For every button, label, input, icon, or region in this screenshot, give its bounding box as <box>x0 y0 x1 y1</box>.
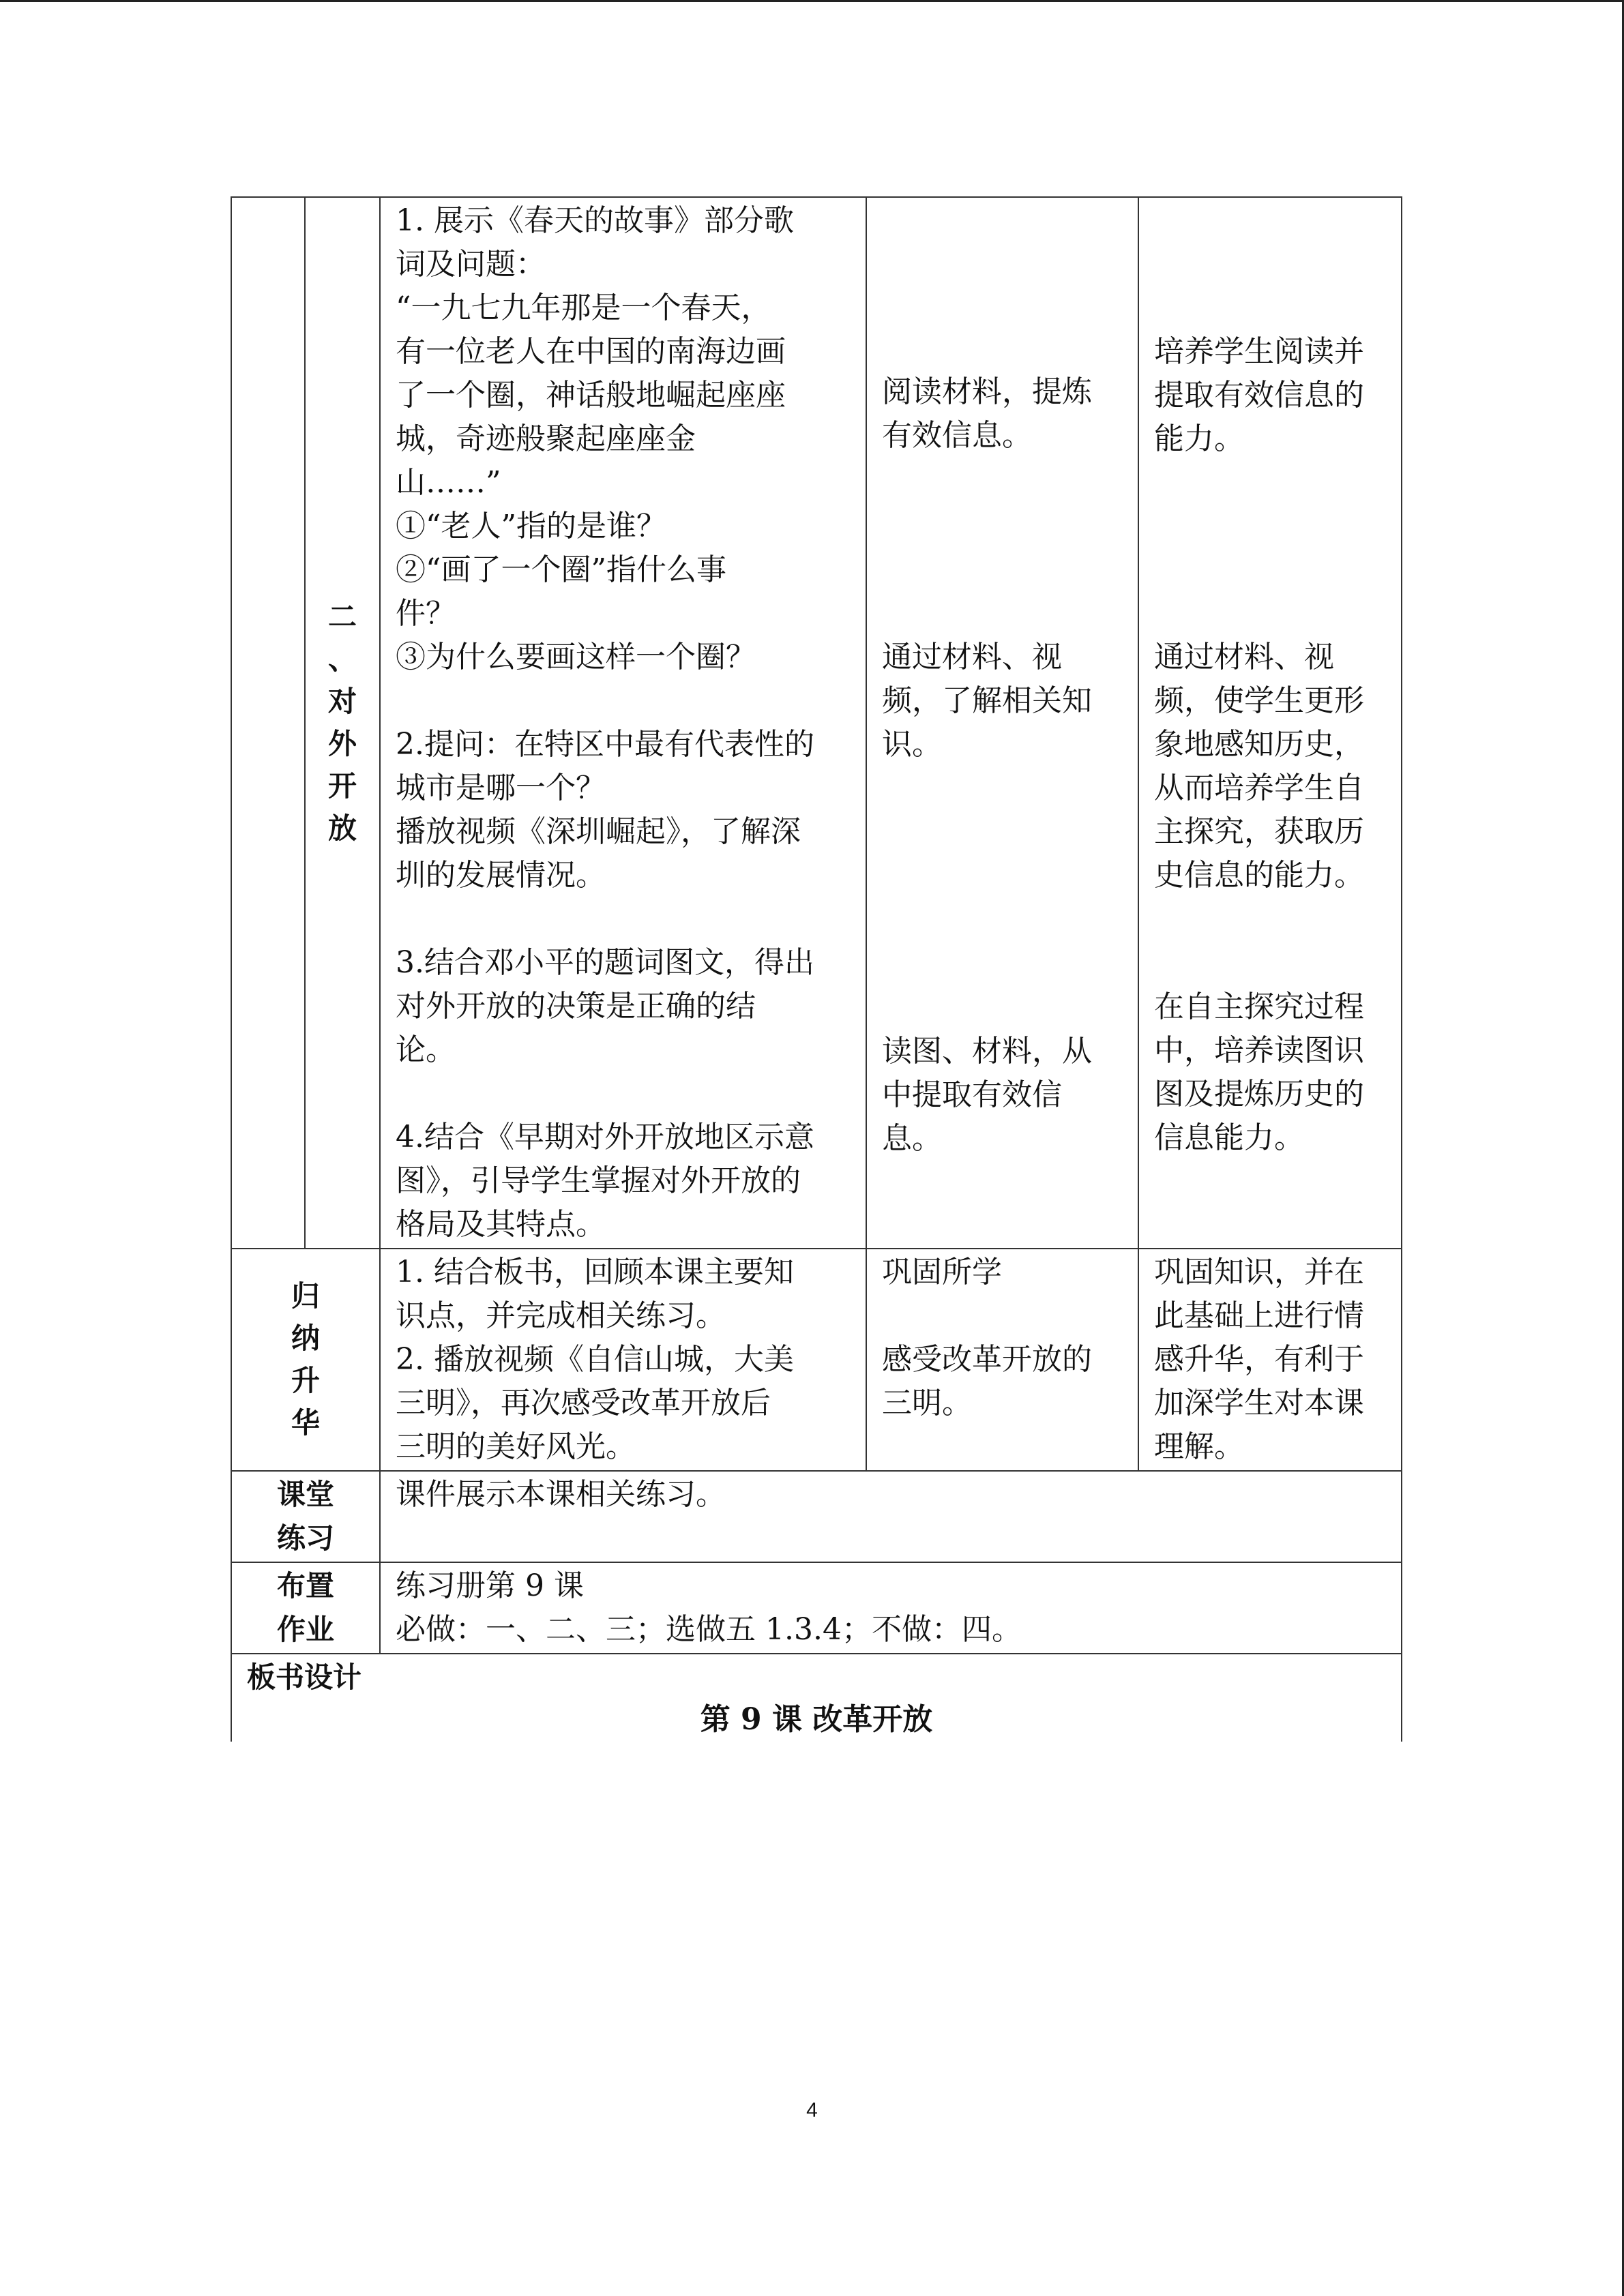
intent-block-3 <box>1154 985 1394 1160</box>
design-intent-line: 频，使学生更形 <box>1154 683 1364 718</box>
design-intent-line: 从而培养学生自 <box>1154 771 1364 805</box>
practice-label-cell <box>231 1471 380 1562</box>
practice-label-line-2: 练习 <box>276 1521 334 1555</box>
summary-intent-line: 巩固知识，并在 <box>1154 1255 1364 1289</box>
teacher-activity-line: ③为什么要画这样一个圈？ <box>396 640 756 674</box>
design-intent-line: 史信息的能力。 <box>1154 858 1364 893</box>
summary-teacher-lines <box>396 1251 851 1469</box>
summary-intent-line: 感升华，有利于 <box>1154 1342 1364 1377</box>
summary-intent-line: 此基础上进行情 <box>1154 1298 1364 1333</box>
summary-section-row <box>231 1249 1402 1471</box>
teacher-activity-line: 图》，引导学生掌握对外开放的 <box>396 1163 801 1198</box>
teacher-activity-line: 格局及其特点。 <box>396 1207 606 1242</box>
stage-label <box>306 596 379 850</box>
stage-label-char: 二 <box>327 600 357 633</box>
summary-student-line <box>882 1294 1123 1338</box>
lesson-plan-table <box>231 196 1402 1742</box>
summary-intent-lines <box>1154 1251 1386 1469</box>
teacher-activity-line: 播放视频《深圳崛起》，了解深 <box>396 814 801 849</box>
summary-teacher-line: 2. 播放视频《自信山城，大美 <box>396 1342 794 1377</box>
teacher-activity-line: 山……” <box>396 465 501 500</box>
teacher-activity-line <box>396 679 851 723</box>
summary-student-cell <box>866 1249 1138 1471</box>
stage-label-char: 、 <box>327 642 357 676</box>
stage-label-char: 外 <box>327 727 357 760</box>
teacher-activity-line: 2.提问：在特区中最有代表性的 <box>396 727 814 762</box>
summary-student-line: 三明。 <box>882 1386 972 1420</box>
practice-content-cell <box>380 1471 1402 1562</box>
homework-label-cell <box>231 1562 380 1654</box>
homework-row <box>231 1562 1402 1654</box>
design-intent-line: 提取有效信息的 <box>1154 378 1364 413</box>
homework-label-line-2: 作业 <box>276 1613 334 1646</box>
opening-section-row <box>231 197 1402 1249</box>
teacher-activity-line: 论。 <box>396 1032 456 1067</box>
summary-label-char: 纳 <box>291 1322 320 1355</box>
board-design-cell <box>231 1654 1402 1742</box>
design-intent-line: 信息能力。 <box>1154 1120 1304 1155</box>
lesson-plan-table-wrapper <box>231 196 1401 1742</box>
student-block-2 <box>882 636 1131 766</box>
opening-empty-cell <box>231 197 305 1249</box>
homework-line-2: 必做：一、二、三；选做五 1.3.4；不做：四。 <box>396 1612 1022 1647</box>
teacher-activity-line: ①“老人”指的是谁？ <box>396 509 666 543</box>
student-activity-line: 识。 <box>882 727 942 762</box>
board-design-title: 第 9 课 改革开放 <box>700 1702 933 1737</box>
teacher-activity-line: 了一个圈，神话般地崛起座座 <box>396 378 786 413</box>
summary-student-lines <box>882 1251 1123 1425</box>
design-intent-line: 中，培养读图识 <box>1154 1033 1364 1068</box>
practice-row <box>231 1471 1402 1562</box>
teacher-activity-line: 4.结合《早期对外开放地区示意 <box>396 1120 814 1154</box>
teacher-activity-line <box>396 897 851 941</box>
student-activity-line: 息。 <box>882 1121 942 1156</box>
summary-label-char: 归 <box>291 1279 320 1313</box>
homework-label-line-1: 布置 <box>276 1569 334 1602</box>
board-design-row <box>231 1654 1402 1742</box>
teacher-activity-line: ②“画了一个圈”指什么事 <box>396 552 726 587</box>
stage-label-cell <box>305 197 380 1249</box>
summary-intent-line: 理解。 <box>1154 1429 1244 1464</box>
teacher-activity-line: 城，奇迹般聚起座座金 <box>396 421 696 456</box>
student-activity-cell <box>866 197 1138 1249</box>
design-intent-line: 主探究，获取历 <box>1154 814 1364 849</box>
student-activity-line: 有效信息。 <box>882 418 1032 453</box>
summary-teacher-cell <box>380 1249 866 1471</box>
summary-teacher-line: 1. 结合板书，回顾本课主要知 <box>396 1255 794 1289</box>
student-block-1 <box>882 370 1131 458</box>
summary-teacher-line: 三明的美好风光。 <box>396 1429 636 1464</box>
summary-teacher-line: 识点，并完成相关练习。 <box>396 1298 726 1333</box>
student-activity-line: 频，了解相关知 <box>882 683 1092 718</box>
stage-label-char: 放 <box>327 811 357 845</box>
page-number: 4 <box>806 2099 818 2121</box>
teacher-activity-cell <box>380 197 866 1249</box>
summary-label-char: 升 <box>291 1364 320 1397</box>
design-intent-line: 培养学生阅读并 <box>1154 334 1364 369</box>
teacher-activity-line: 对外开放的决策是正确的结 <box>396 989 756 1024</box>
summary-label-char: 华 <box>291 1406 320 1440</box>
homework-line-1: 练习册第 9 课 <box>396 1568 584 1603</box>
teacher-activity-line: 城市是哪一个？ <box>396 771 606 805</box>
design-intent-line: 象地感知历史， <box>1154 727 1364 762</box>
summary-intent-cell <box>1138 1249 1402 1471</box>
intent-block-2 <box>1154 636 1394 897</box>
summary-teacher-line: 三明》，再次感受改革开放后 <box>396 1386 771 1420</box>
teacher-activity-line: 3.结合邓小平的题词图文，得出 <box>396 945 814 980</box>
summary-student-line: 巩固所学 <box>882 1255 1002 1289</box>
teacher-activity-line: 有一位老人在中国的南海边画 <box>396 334 786 369</box>
design-intent-line: 图及提炼历史的 <box>1154 1077 1364 1112</box>
student-block-3 <box>882 1030 1131 1161</box>
summary-student-line: 感受改革开放的 <box>882 1342 1092 1377</box>
design-intent-cell <box>1138 197 1402 1249</box>
teacher-activity-line: 词及问题： <box>396 247 546 282</box>
student-activity-line: 通过材料、视 <box>882 640 1062 674</box>
summary-label-cell <box>231 1249 380 1471</box>
practice-label-line-1: 课堂 <box>276 1478 334 1511</box>
practice-content: 课件展示本课相关练习。 <box>396 1477 726 1512</box>
design-intent-line: 在自主探究过程 <box>1154 989 1364 1024</box>
design-intent-line: 通过材料、视 <box>1154 640 1334 674</box>
teacher-activity-line: 1. 展示《春天的故事》部分歌 <box>396 203 794 238</box>
homework-content-cell <box>380 1562 1402 1654</box>
teacher-activity-line: 圳的发展情况。 <box>396 858 606 893</box>
teacher-activity-line: “一九七九年那是一个春天， <box>396 290 771 325</box>
board-design-label: 板书设计 <box>247 1660 362 1694</box>
student-activity-line: 读图、材料，从 <box>882 1034 1092 1069</box>
teacher-activity-line: 件？ <box>396 596 456 631</box>
student-activity-line: 中提取有效信 <box>882 1077 1062 1112</box>
teacher-activity-lines <box>396 199 851 1247</box>
stage-label-char: 开 <box>327 769 357 803</box>
teacher-activity-line <box>396 1072 851 1116</box>
design-intent-line: 能力。 <box>1154 421 1244 456</box>
summary-intent-line: 加深学生对本课 <box>1154 1386 1364 1420</box>
intent-block-1 <box>1154 330 1394 461</box>
stage-label-char: 对 <box>327 685 357 718</box>
student-activity-line: 阅读材料，提炼 <box>882 374 1092 409</box>
summary-label <box>232 1275 379 1444</box>
